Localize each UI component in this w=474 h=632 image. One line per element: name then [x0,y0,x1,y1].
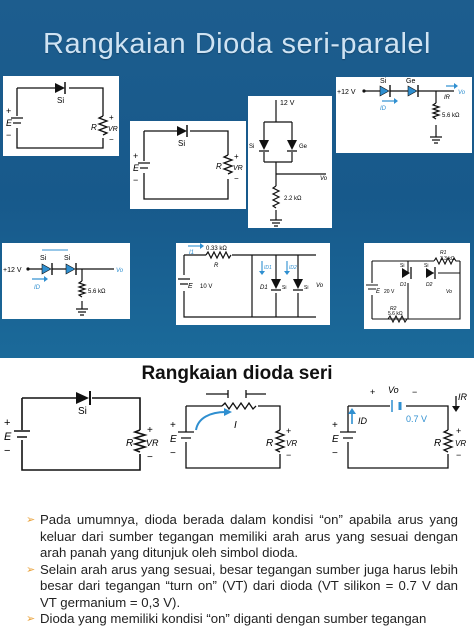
label-ir: IR [458,392,467,402]
label-5-6k: 5.6 kΩ [88,289,106,295]
label-i: I [234,420,237,431]
slide-title: Rangkaian Dioda seri-paralel [43,28,431,60]
label-d2: D2 [426,282,433,288]
label-r: R [91,123,97,132]
label-minus: − [170,448,176,459]
label-d1: D1 [400,282,407,288]
label-vr: VR [233,165,243,172]
label-vo: Vo [116,268,124,274]
label-e: E [332,434,339,445]
label-id2: ID2 [289,265,297,271]
label-minus: − [286,450,292,460]
label-5-6k: 5.6 kΩ [388,311,403,317]
circuit-series-basic [0,384,162,480]
label-3-3k: 3.3 kΩ [440,256,455,262]
label-id: ID [358,416,367,426]
label-vr: VR [146,438,159,448]
label-vo: Vo [320,176,328,182]
label-si: Si [249,144,255,150]
label-minus: − [6,130,12,140]
circuit-panel-4 [336,77,472,153]
label-plus: + [109,113,114,122]
bullet-item [26,562,458,612]
circuit-series-current [166,384,306,480]
label-r: R [126,438,134,449]
label-ir: IR [444,95,450,101]
label-0-7v: 0.7 V [406,414,428,424]
label-id: ID [34,285,40,291]
label-minus: − [147,452,153,463]
bullet-text: Dioda yang memiliki kondisi “on” diganti dengan sumber tegangan [40,611,427,626]
label-plus: + [6,106,12,116]
label-e: E [170,434,177,445]
arrow-bullet-icon: ➢ [26,563,36,576]
label-e: E [4,431,12,443]
label-vo: Vo [316,283,324,289]
circuit-panel-3 [248,96,332,228]
label-si: Si [304,285,309,291]
bullet-item [26,512,458,562]
label-plus: + [370,387,376,397]
label-minus: − [133,175,139,185]
label-10v: 10 V [200,284,213,290]
section-title: Rangkaian dioda seri [141,363,333,384]
circuit-panel-6 [176,243,330,325]
label-vr: VR [286,439,298,448]
label-minus: − [234,174,239,183]
label-r: R [214,263,219,269]
label-5-6k: 5.6 kΩ [442,113,460,119]
label-minus: − [109,135,114,144]
circuit-panel-7 [364,243,470,329]
label-e: E [376,289,381,295]
label-e: E [6,118,13,128]
label-vd: Vo [388,385,399,395]
label-plus: + [234,152,239,161]
label-e: E [188,283,193,290]
label-0-33k: 0.33 kΩ [206,246,227,252]
label-id: ID [380,106,386,112]
arrow-bullet-icon: ➢ [26,613,36,625]
label-plus: + [170,420,176,431]
label-r2: R2 [390,306,397,312]
label-plus: + [332,420,338,431]
label-si: Si [78,406,87,417]
label-20v: 20 V [384,289,395,295]
label-minus: − [412,387,418,397]
label-si: Si [400,263,405,269]
bullet-item [26,611,458,628]
label-si: Si [424,263,429,269]
label-minus: − [4,445,11,457]
label-e: E [133,163,140,173]
label-minus: − [456,450,462,460]
circuit-panel-5 [2,243,130,319]
circuit-panel-2 [130,121,246,209]
label-vo: Vo [446,289,452,295]
bullet-text: Pada umumnya, dioda berada dalam kondisi “on” apabila arus yang keluar dari sumber tegangan memiliki arah arus yang sesuai dengan arah panah yang ditunjuk oleh simbol dioda. [40,512,458,560]
label-r: R [266,438,274,449]
label-id1: ID1 [264,265,272,271]
label-vo: Vo [458,90,466,96]
label-d1: D1 [260,285,268,291]
bullet-list [26,512,458,628]
label-r: R [216,162,222,171]
label-i1: I1 [189,250,195,256]
label-vr: VR [108,126,118,133]
label-vr: VR [455,439,467,448]
label-si: Si [64,255,71,262]
arrow-bullet-icon: ➢ [26,514,36,526]
label-2-2k: 2.2 kΩ [284,196,302,202]
label-ge: Ge [406,78,416,85]
label-12v: 12 V [280,100,295,107]
circuit-series-vd [330,384,474,480]
label-plus: + [456,426,462,436]
label-si: Si [40,255,47,262]
label-12v: +12 V [3,267,22,274]
label-si: Si [380,78,387,85]
circuit-panel-1 [3,76,119,156]
label-12v: +12 V [337,89,356,96]
label-si: Si [282,285,287,291]
label-r: R [434,438,442,449]
label-si: Si [178,139,186,148]
label-plus: + [286,426,292,436]
label-r1: R1 [440,250,447,256]
label-minus: − [332,448,338,459]
bullet-text: Selain arah arus yang sesuai, besar tegangan sumber juga harus lebih besar dari tegangan “turn on” (VT) dari dioda (VT silikon = 0.7 V dan VT germanium = 0,3 V). [40,561,458,610]
label-ge: Ge [299,144,308,150]
label-si: Si [57,96,65,105]
label-plus: + [133,151,139,161]
label-plus: + [147,425,153,436]
label-plus: + [4,417,11,429]
